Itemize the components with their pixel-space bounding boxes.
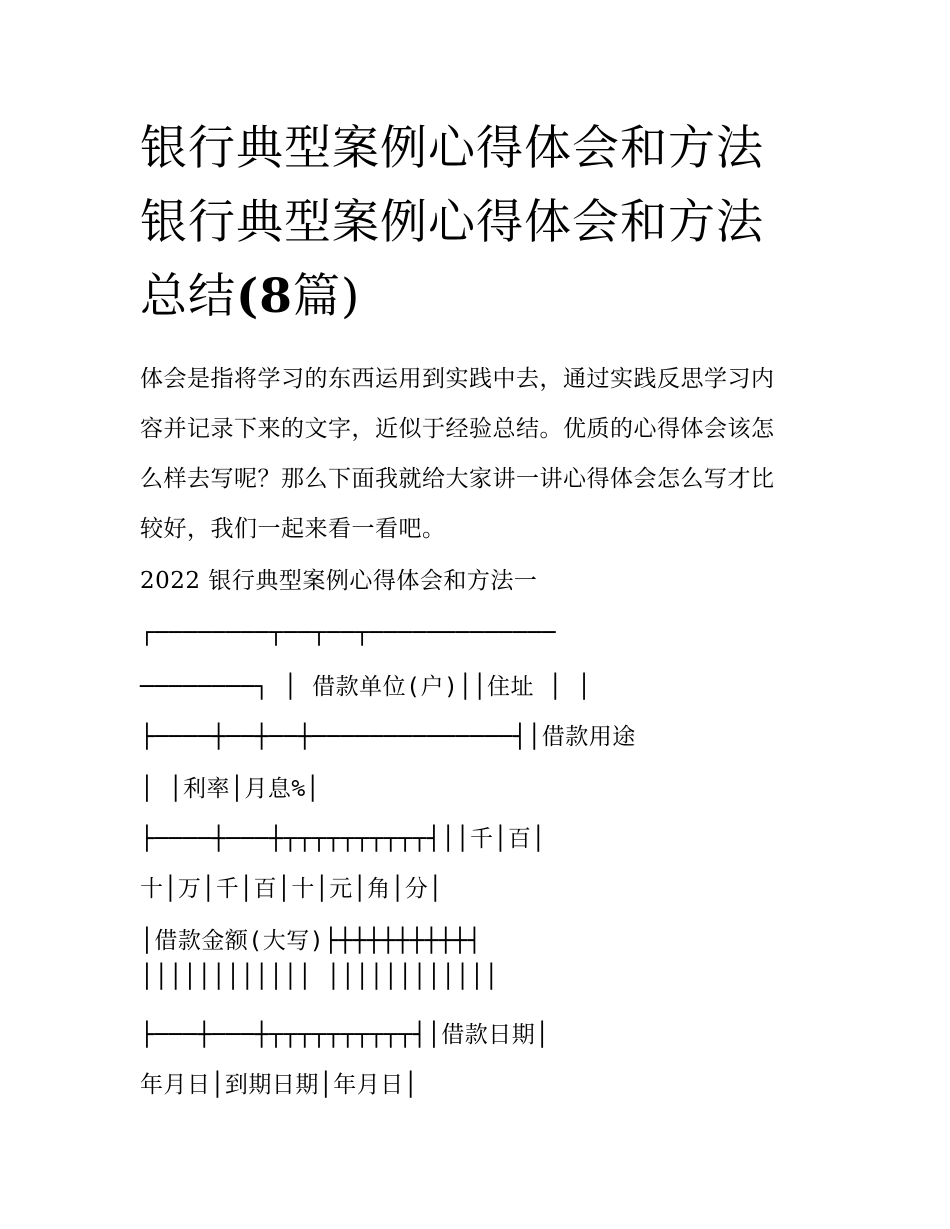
table-text-line: 十│万│千│百│十│元│角│分│ [140, 876, 443, 902]
table-text-line: ────────┐ │ 借款单位(户)││住址 │ │ [140, 674, 592, 700]
title-line-3c: 篇) [292, 269, 361, 324]
title-line-3a: 总结 [140, 269, 236, 324]
title-line-3b: (8 [236, 269, 293, 324]
document-title [140, 112, 840, 334]
table-text-line: ┌────────┬──┬──┬───────────── [140, 620, 557, 646]
table-text-line: ├────┼───┼┬┬┬┬┬┬┬┬┬┬┤││千│百│ [140, 826, 546, 852]
intro-line: 容并记录下来的文字，近似于经验总结。优质的心得体会该怎 [140, 416, 775, 442]
intro-line: 么样去写呢？那么下面我就给大家讲一讲心得体会怎么写才比 [140, 466, 775, 492]
title-line-1: 银行典型案例心得体会和方法 [140, 121, 764, 176]
table-text-line: ├───┼───┼┬┬┬┬┬┬┬┬┬┬┤│借款日期│ [140, 1022, 550, 1048]
table-text-line: ├────┼──┼──┼──────────────┤│借款用途 [140, 724, 636, 750]
table-text-line: │ │利率│月息%│ [140, 776, 321, 802]
table-text-line: 年月日│到期日期│年月日│ [140, 1072, 419, 1098]
intro-line: 体会是指将学习的东西运用到实践中去，通过实践反思学习内 [140, 366, 775, 392]
section-heading: 2022 银行典型案例心得体会和方法一 [140, 568, 538, 594]
intro-line: 较好，我们一起来看一看吧。 [140, 516, 446, 542]
title-line-2: 银行典型案例心得体会和方法 [140, 195, 764, 250]
table-text-line: │借款金额(大写)├┼┼┼┼┼┼┼┼┼┤ [140, 928, 482, 954]
table-text-line: ││││││││││││ ││││││││││││ [140, 964, 499, 990]
